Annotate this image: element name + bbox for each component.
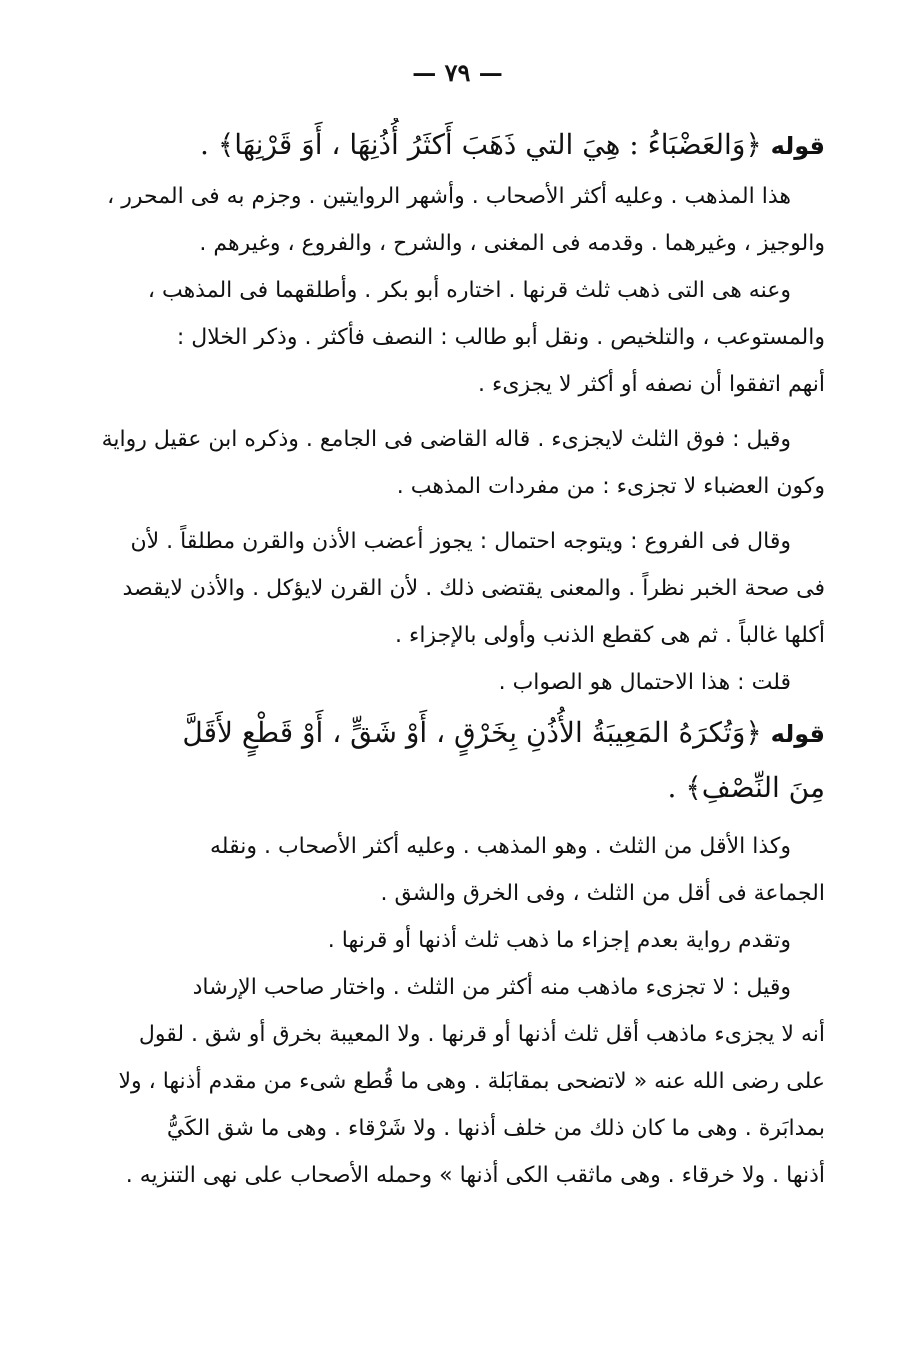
text-line: والوجيز ، وغيرهما . وقدمه فى المغنى ، والشرح ، والفروع ، وغيرهم . [199,231,825,256]
text-line: وتقدم رواية بعدم إجزاء ما ذهب ثلث أذنها أو قرنها . [327,928,791,953]
text-line: أنهم اتفقوا أن نصفه أو أكثر لا يجزىء . [478,372,825,397]
heading-text: ﴿وَالعَضْبَاءُ : هِيَ التي ذَهَبَ أَكثَرُ أُذُنِهَا ، أَوَ قَرْنِهَا﴾ . [200,128,762,161]
page-number: — ٧٩ — [412,58,503,87]
heading-label: قوله [770,720,825,748]
text-line: والمستوعب ، والتلخيص . ونقل أبو طالب : النصف فأكثر . وذكر الخلال : [176,325,825,350]
heading-line [60,118,825,173]
text-line: وقيل : لا تجزىء ماذهب منه أكثر من الثلث . واختار صاحب الإرشاد [192,975,791,1000]
text-line: وقال فى الفروع : ويتوجه احتمال : يجوز أعضب الأذن والقرن مطلقاً . لأن [130,529,791,554]
heading-text: ﴿وَتُكرَهُ المَعِيبَةُ الأُذُنِ بِخَرْقٍ ، أَوْ شَقٍّ ، أَوْ قَطْعٍ لأَقَلَّ [182,716,762,749]
text-line: وكذا الأقل من الثلث . وهو المذهب . وعليه أكثر الأصحاب . ونقله [210,834,791,859]
text-line: فى صحة الخبر نظراً . والمعنى يقتضى ذلك . لأن القرن لايؤكل . والأذن لايقصد [122,576,825,601]
text-line: وعنه هى التى ذهب ثلث قرنها . اختاره أبو بكر . وأطلقهما فى المذهب ، [147,278,791,303]
text-line: على رضى الله عنه « لاتضحى بمقابَلة . وهى ما قُطع شىء من مقدم أذنها ، ولا [118,1069,825,1094]
main-text [60,118,825,1199]
text-line: وكون العضباء لا تجزىء : من مفردات المذهب . [396,474,825,499]
paragraph-gap [60,408,825,416]
text-line: أذنها . ولا خرقاء . وهى ماثقب الكى أذنها » وحمله الأصحاب على نهى التنزيه . [125,1163,825,1188]
heading-line-continued: مِنَ النِّصْفِ﴾ . [667,771,825,804]
text-line: أكلها غالباً . ثم هى كقطع الذنب وأولى بالإجزاء . [394,623,825,648]
heading-label: قوله [770,132,825,160]
text-line: هذا المذهب . وعليه أكثر الأصحاب . وأشهر الروايتين . وجزم به فى المحرر ، [107,184,791,209]
text-line: قلت : هذا الاحتمال هو الصواب . [498,670,791,695]
paragraph-gap [60,815,825,823]
heading-line [60,706,825,761]
text-line: الجماعة فى أقل من الثلث ، وفى الخرق والشق . [380,881,825,906]
text-line: أنه لا يجزىء ماذهب أقل ثلث أذنها أو قرنها . ولا المعيبة بخرق أو شق . لقول [138,1022,825,1047]
text-line: بمدابَرة . وهى ما كان ذلك من خلف أذنها . ولا شَرْقاء . وهى ما شق الكَيُّ [166,1116,825,1141]
text-line: وقيل : فوق الثلث لايجزىء . قاله القاضى فى الجامع . وذكره ابن عقيل رواية [101,427,791,452]
paragraph-gap [60,510,825,518]
